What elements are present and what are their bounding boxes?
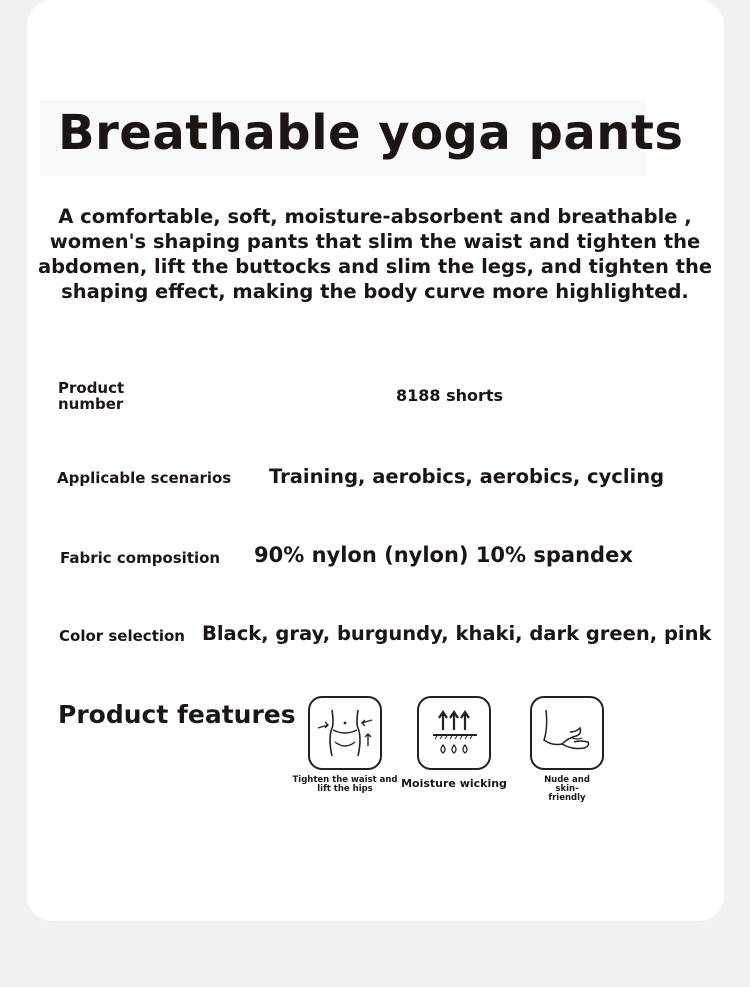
feature-waist-hip-label: Tighten the waist and lift the hips <box>292 775 398 794</box>
feature-moisture <box>399 696 509 790</box>
color-value: Black, gray, burgundy, khaki, dark green, pink <box>202 622 712 645</box>
feature-waist-hip <box>290 696 400 794</box>
fabric-label: Fabric composition <box>60 549 221 567</box>
scenarios-value: Training, aerobics, aerobics, cycling <box>269 465 665 488</box>
color-label: Color selection <box>59 627 185 645</box>
scenarios-label: Applicable scenarios <box>57 469 232 487</box>
feature-skin-label: Nude and skin-friendly <box>544 775 590 803</box>
product-description: A comfortable, soft, moisture-absorbent and breathable , women's shaping pants that slim the waist and tighten the abdomen, lift the buttocks and slim the legs, and tighten the shaping effect, making the body curve more highlighted. <box>37 205 713 303</box>
page-title: Breathable yoga pants <box>40 100 646 176</box>
moisture-wicking-icon <box>417 696 491 770</box>
skin-friendly-icon <box>530 696 604 770</box>
feature-moisture-label: Moisture wicking <box>401 777 507 790</box>
product-number-value: 8188 shorts <box>396 386 504 405</box>
fabric-value: 90% nylon (nylon) 10% spandex <box>254 543 633 567</box>
features-title: Product features <box>58 700 296 729</box>
waist-hip-icon <box>308 696 382 770</box>
product-number-label: Product number <box>58 379 125 413</box>
feature-skin <box>512 696 622 803</box>
